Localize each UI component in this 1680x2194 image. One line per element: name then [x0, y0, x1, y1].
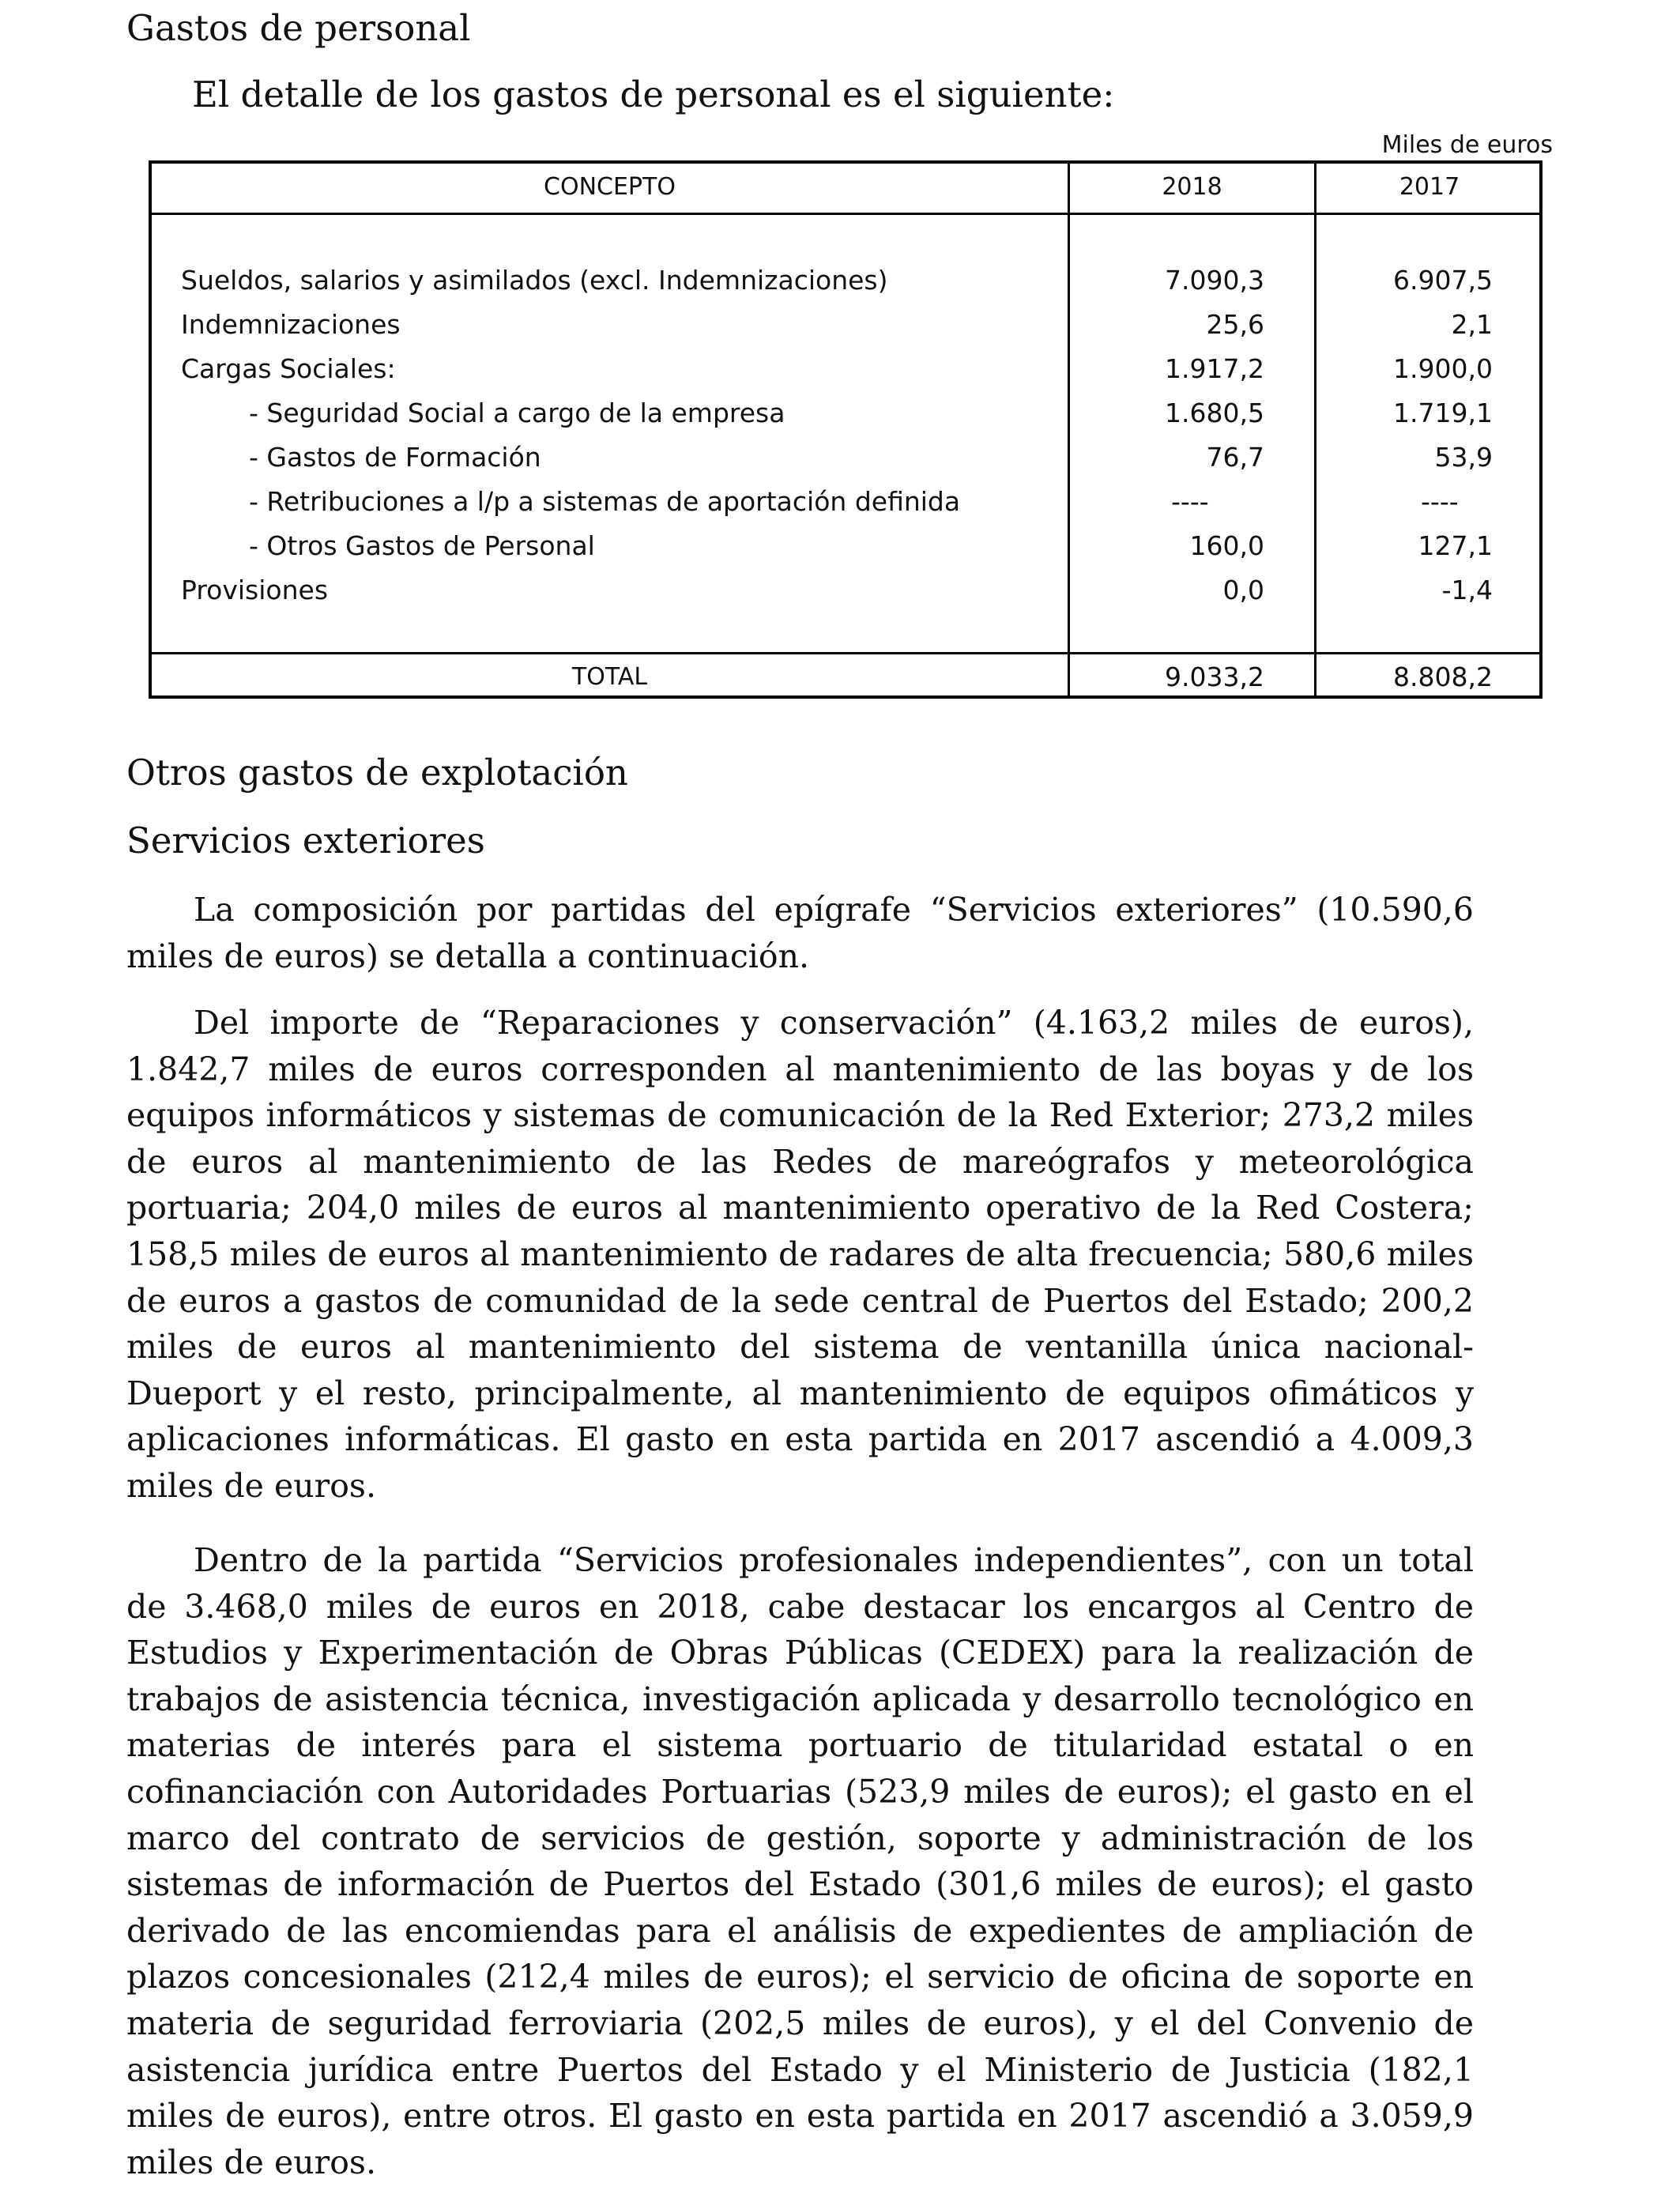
row-value-2017: 2,1 [1451, 309, 1493, 340]
row-value-2017: 1.719,1 [1393, 398, 1493, 428]
units-label: Miles de euros [1381, 131, 1553, 159]
heading-otros-gastos: Otros gastos de explotación [126, 752, 628, 794]
row-value-2018: ---- [1171, 486, 1209, 517]
row-value-2018: 160,0 [1189, 530, 1264, 561]
total-divider [152, 652, 1539, 654]
row-value-2018: 0,0 [1222, 575, 1264, 605]
row-value-2017: 1.900,0 [1393, 353, 1493, 384]
personnel-expenses-table [149, 160, 1543, 699]
row-concept: - Otros Gastos de Personal [249, 530, 595, 561]
row-concept: Cargas Sociales: [181, 353, 396, 384]
header-2018: 2018 [1162, 173, 1222, 201]
column-divider [1068, 164, 1070, 696]
section-title: Gastos de personal [126, 7, 471, 49]
row-value-2018: 1.917,2 [1165, 353, 1264, 384]
paragraph-servicios-profesionales: Dentro de la partida “Servicios profesionales independientes”, con un total de 3.468,0 miles de euros en 2018, cabe destacar los encargos al Centro de Estudios y Experimentación de Obras Públicas (CEDEX) para la realización de trabajos de asistencia técnica, investigación aplicada y desarrollo tecnológico en materias de interés para el sistema portuario de titularidad estatal o en cofinanciación con Autoridades Portuarias (523,9 miles de euros); el gasto en el marco del contrato de servicios de gestión, soporte y administración de los sistemas de información de Puertos del Estado (301,6 miles de euros); el gasto derivado de las encomiendas para el análisis de expedientes de ampliación de plazos concesionales (212,4 miles de euros); el servicio de oficina de soporte en materia de seguridad ferroviaria (202,5 miles de euros), y el del Convenio de asistencia jurídica entre Puertos del Estado y el Ministerio de Justicia (182,1 miles de euros), entre otros. El gasto en esta partida en 2017 ascendió a 3.059,9 miles de euros. [126, 1541, 1474, 2181]
row-value-2017: -1,4 [1441, 575, 1493, 605]
row-value-2017: ---- [1421, 486, 1459, 517]
row-value-2018: 76,7 [1206, 442, 1264, 473]
row-value-2018: 25,6 [1206, 309, 1264, 340]
header-divider [152, 213, 1539, 215]
row-value-2018: 1.680,5 [1165, 398, 1264, 428]
row-concept: Provisiones [181, 575, 329, 605]
paragraph-reparaciones: Del importe de “Reparaciones y conservación” (4.163,2 miles de euros), 1.842,7 miles de euros corresponden al mantenimiento de las boyas y de los equipos informáticos y sistemas de comunicación de la Red Exterior; 273,2 miles de euros al mantenimiento de las Redes de mareógrafos y meteorológica portuaria; 204,0 miles de euros al mantenimiento operativo de la Red Costera; 158,5 miles de euros al mantenimiento de radares de alta frecuencia; 580,6 miles de euros a gastos de comunidad de la sede central de Puertos del Estado; 200,2 miles de euros al mantenimiento del sistema de ventanilla única nacional-Dueport y el resto, principalmente, al mantenimiento de equipos ofimáticos y aplicaciones informáticas. El gasto en esta partida en 2017 ascendió a 4.009,3 miles de euros. [126, 1004, 1474, 1505]
total-value-2018: 9.033,2 [1165, 662, 1264, 692]
heading-servicios-exteriores: Servicios exteriores [126, 820, 485, 861]
total-value-2017: 8.808,2 [1393, 662, 1493, 692]
row-concept: - Seguridad Social a cargo de la empresa [249, 398, 785, 428]
header-concept: CONCEPTO [544, 173, 676, 201]
row-value-2017: 6.907,5 [1393, 265, 1493, 296]
row-concept: Indemnizaciones [181, 309, 401, 340]
column-divider [1314, 164, 1317, 696]
row-value-2017: 127,1 [1418, 530, 1493, 561]
row-concept: Sueldos, salarios y asimilados (excl. Indemnizaciones) [181, 265, 888, 296]
row-concept: - Gastos de Formación [249, 442, 541, 473]
paragraph-composition: La composición por partidas del epígrafe “Servicios exteriores” (10.590,6 miles de euros) se detalla a continuación. [126, 891, 1474, 975]
row-concept: - Retribuciones a l/p a sistemas de aportación definida [249, 486, 961, 517]
row-value-2018: 7.090,3 [1165, 265, 1264, 296]
total-label: TOTAL [571, 663, 648, 691]
intro-text: El detalle de los gastos de personal es el siguiente: [192, 74, 1115, 115]
row-value-2017: 53,9 [1434, 442, 1493, 473]
header-2017: 2017 [1399, 173, 1460, 201]
